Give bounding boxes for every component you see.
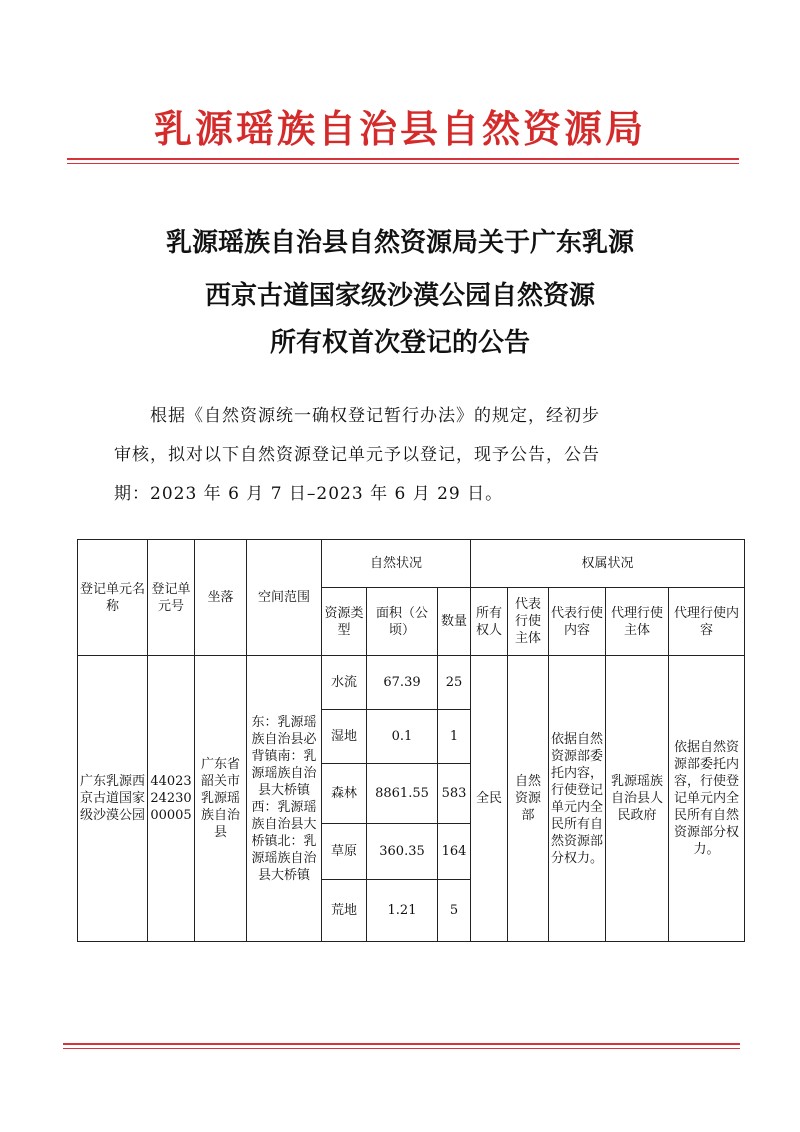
header-ownership-status: 权属状况 [471, 540, 745, 588]
body-line-2: 审核，拟对以下自然资源登记单元予以登记，现予公告，公告 [114, 445, 600, 465]
cell-count: 25 [438, 656, 471, 710]
header-agent-content: 代理行使内容 [669, 588, 745, 656]
header-owner: 所有权人 [471, 588, 508, 656]
cell-area: 1.21 [367, 880, 438, 942]
footer-divider-thin [63, 1048, 740, 1049]
doc-title-line-1: 乳源瑶族自治县自然资源局关于广东乳源 [165, 228, 634, 258]
cell-area: 0.1 [367, 710, 438, 764]
cell-agent-subject: 乳源瑶族自治县人民政府 [606, 656, 669, 942]
body-line-3: 期：2023 年 6 月 7 日–2023 年 6 月 29 日。 [114, 484, 504, 504]
footer-divider [63, 1043, 740, 1045]
cell-owner: 全民 [471, 656, 508, 942]
cell-spatial-range: 东：乳源瑶族自治县必背镇南：乳源瑶族自治县大桥镇西：乳源瑶族自治县大桥镇北：乳源瑶族自治县大桥镇 [247, 656, 322, 942]
body-line-1: 根据《自然资源统一确权登记暂行办法》的规定，经初步 [150, 406, 600, 426]
cell-count: 164 [438, 824, 471, 880]
header-divider [67, 158, 739, 160]
cell-resource-type: 森林 [322, 764, 367, 824]
cell-location: 广东省韶关市乳源瑶族自治县 [195, 656, 247, 942]
cell-unit-name: 广东乳源西京古道国家级沙漠公园 [78, 656, 148, 942]
header-unit-no: 登记单元号 [148, 540, 195, 656]
header-unit-name: 登记单元名称 [78, 540, 148, 656]
cell-count: 5 [438, 880, 471, 942]
cell-rep-content: 依据自然资源部委托内容，行使登记单元内全民所有自然资源部分权力。 [549, 656, 606, 942]
cell-agent-content: 依据自然资源部委托内容，行使登记单元内全民所有自然资源部分权力。 [669, 656, 745, 942]
header-count: 数量 [438, 588, 471, 656]
header-resource-type: 资源类型 [322, 588, 367, 656]
cell-count: 583 [438, 764, 471, 824]
doc-title-line-3: 所有权首次登记的公告 [269, 328, 530, 358]
cell-resource-type: 荒地 [322, 880, 367, 942]
header-divider-thin [67, 163, 739, 164]
cell-area: 8861.55 [367, 764, 438, 824]
header-rep-subject: 代表行使主体 [508, 588, 549, 656]
cell-resource-type: 湿地 [322, 710, 367, 764]
header-area: 面积（公顷） [367, 588, 438, 656]
cell-area: 360.35 [367, 824, 438, 880]
header-spatial-range: 空间范围 [247, 540, 322, 656]
registration-table [77, 539, 745, 942]
cell-resource-type: 草原 [322, 824, 367, 880]
header-natural-status: 自然状况 [322, 540, 471, 588]
header-rep-content: 代表行使内容 [549, 588, 606, 656]
header-agent-subject: 代理行使主体 [606, 588, 669, 656]
cell-rep-subject: 自然资源部 [508, 656, 549, 942]
cell-unit-no: 440232423000005 [148, 656, 195, 942]
org-header: 乳源瑶族自治县自然资源局 [153, 106, 646, 151]
cell-count: 1 [438, 710, 471, 764]
cell-resource-type: 水流 [322, 656, 367, 710]
doc-title-line-2: 西京古道国家级沙漠公园自然资源 [204, 281, 595, 311]
header-location: 坐落 [195, 540, 247, 656]
cell-area: 67.39 [367, 656, 438, 710]
